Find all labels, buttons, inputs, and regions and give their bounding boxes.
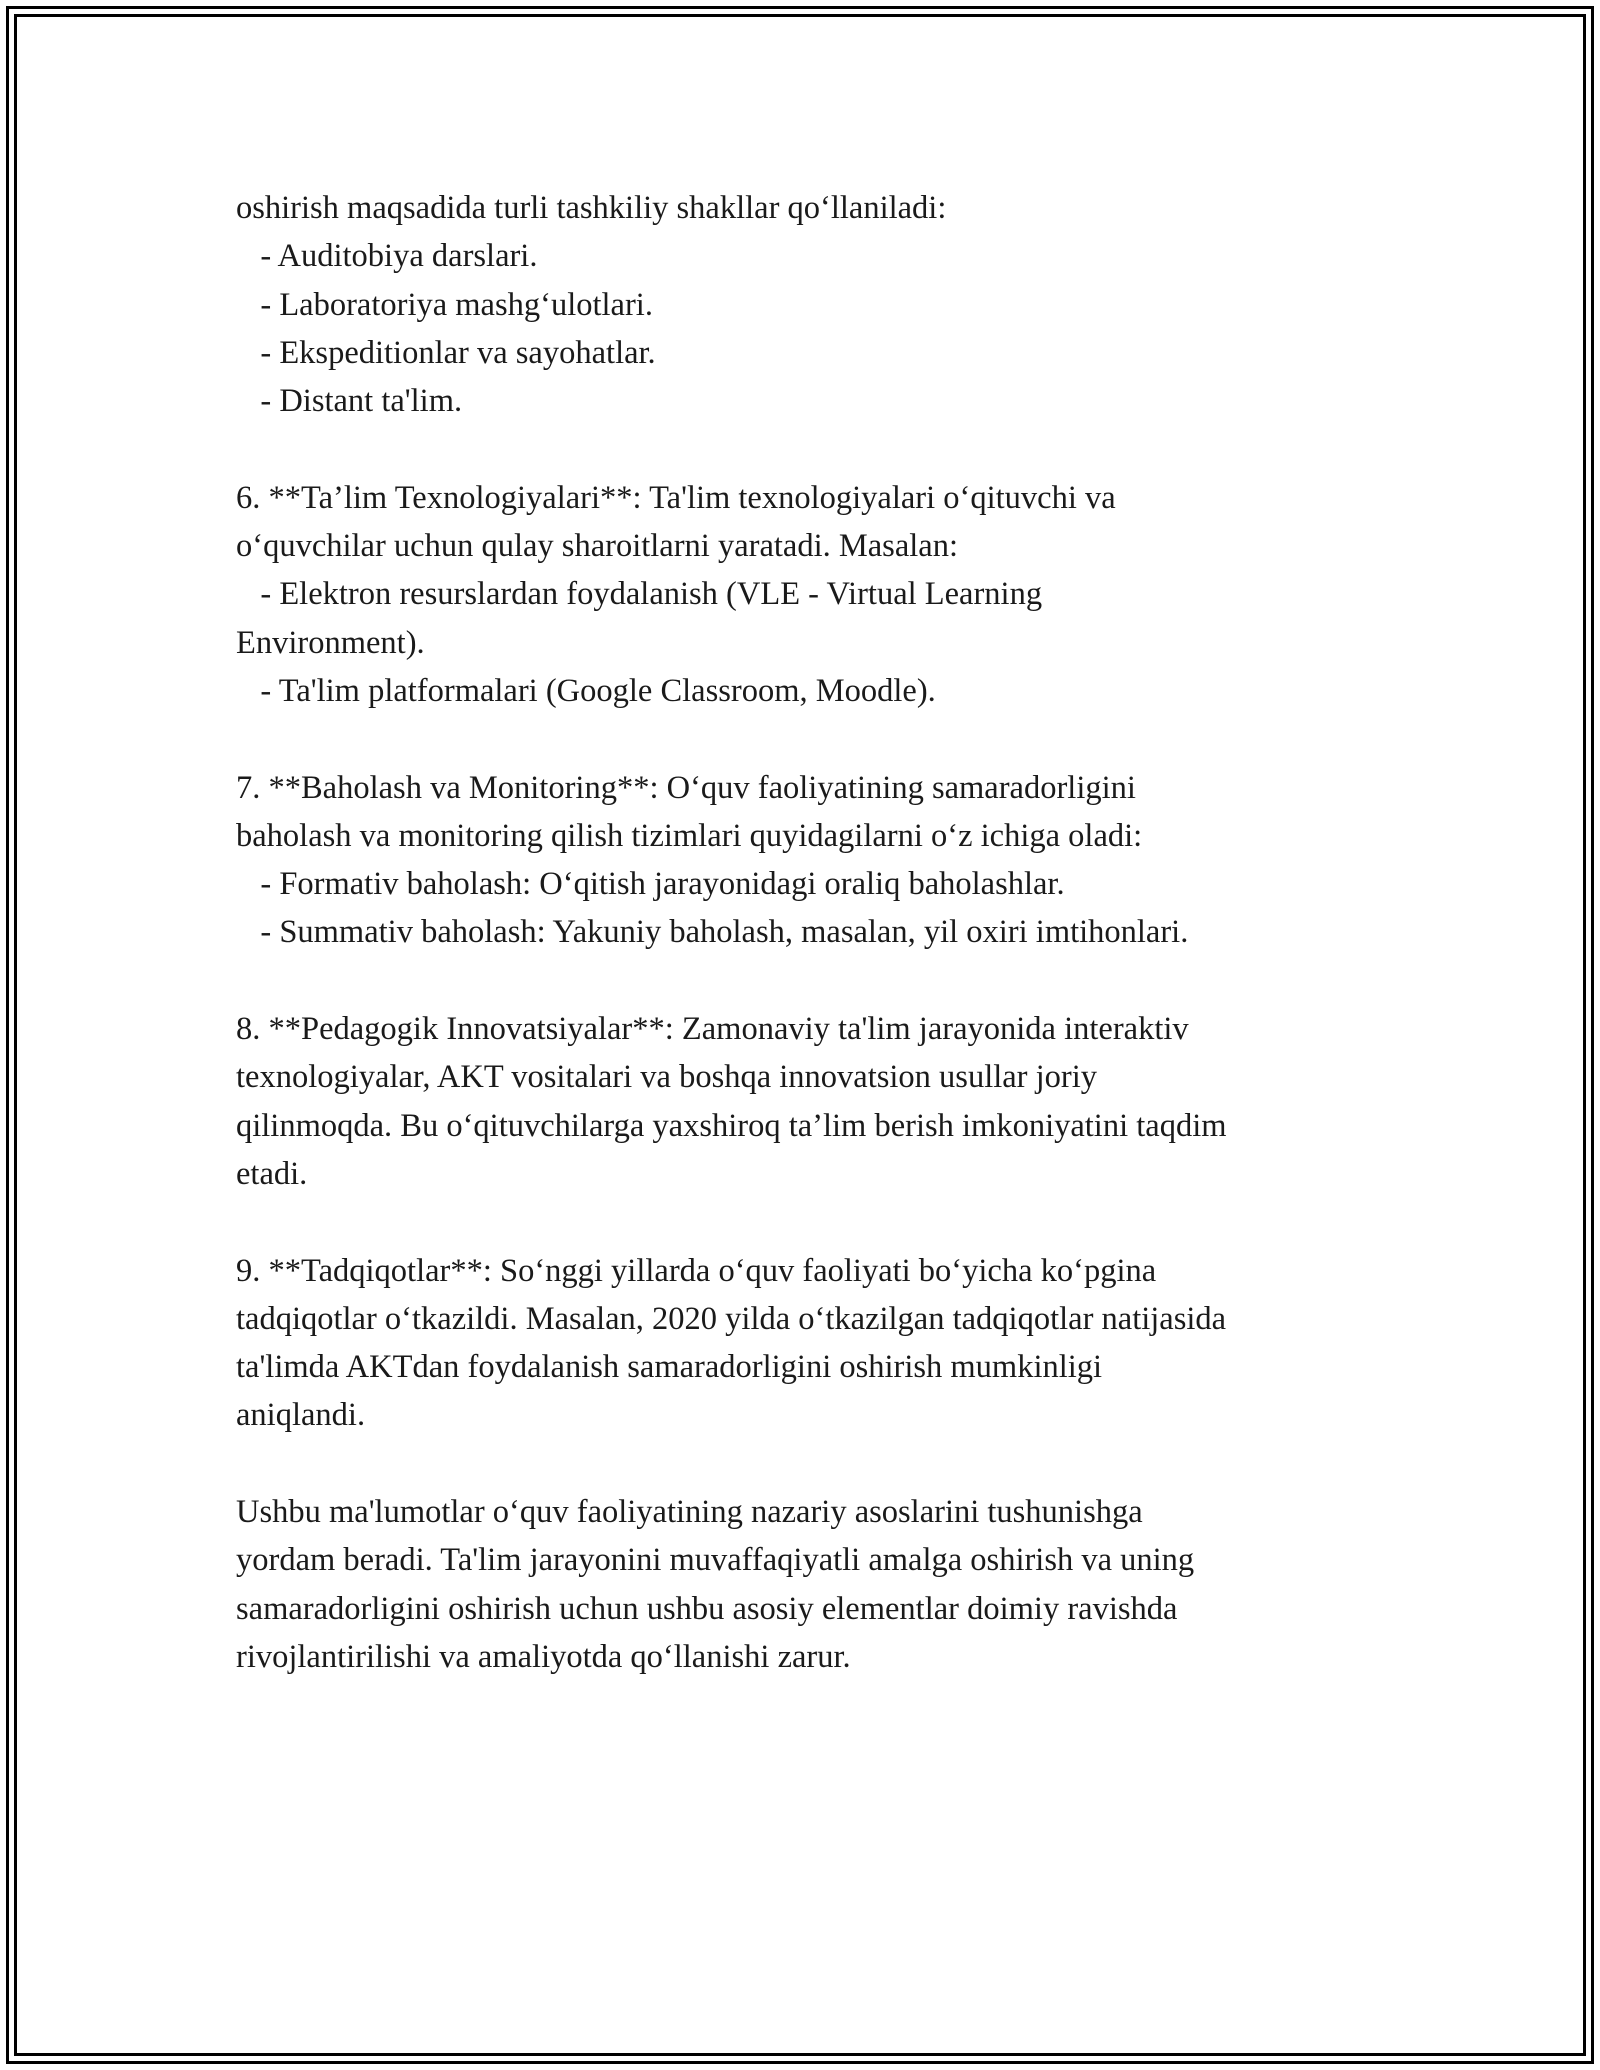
text-line: baholash va monitoring qilish tizimlari quyidagilarni o‘z ichiga oladi: xyxy=(236,817,1143,854)
text-line: ta'limda AKTdan foydalanish samaradorligini oshirish mumkinligi xyxy=(236,1349,1103,1386)
list-item-laboratoriya: - Laboratoriya mashg‘ulotlari. xyxy=(236,286,653,323)
section-8-heading-line: 8. **Pedagogik Innovatsiyalar**: Zamonaviy ta'lim jarayonida interaktiv xyxy=(236,1011,1189,1048)
list-item-ekspeditionlar: - Ekspeditionlar va sayohatlar. xyxy=(236,334,656,371)
section-6-heading-line: 6. **Ta’lim Texnologiyalari**: Ta'lim texnologiyalari o‘qituvchi va xyxy=(236,479,1116,516)
list-item-summativ: - Summativ baholash: Yakuniy baholash, masalan, yil oxiri imtihonlari. xyxy=(236,914,1189,951)
paragraph-gap xyxy=(236,715,1386,763)
list-item-distant: - Distant ta'lim. xyxy=(236,383,463,420)
paragraph-gap xyxy=(236,1440,1386,1488)
text-line: Environment). xyxy=(236,624,425,661)
list-item-formativ: - Formativ baholash: O‘qitish jarayonidagi oraliq baholashlar. xyxy=(236,866,1065,903)
text-line: texnologiyalar, AKT vositalari va boshqa innovatsion usullar joriy xyxy=(236,1059,1098,1096)
text-line: o‘quvchilar uchun qulay sharoitlarni yaratadi. Masalan: xyxy=(236,528,958,565)
conclusion-line: Ushbu ma'lumotlar o‘quv faoliyatining nazariy asoslarini tushunishga xyxy=(236,1494,1143,1531)
text-line: oshirish maqsadida turli tashkiliy shakllar qo‘llaniladi: xyxy=(236,190,947,226)
conclusion-line: samaradorligini oshirish uchun ushbu asosiy elementlar doimiy ravishda xyxy=(236,1590,1178,1627)
conclusion-line: yordam beradi. Ta'lim jarayonini muvaffaqiyatli amalga oshirish va uning xyxy=(236,1542,1195,1579)
text-line: qilinmoqda. Bu o‘qituvchilarga yaxshiroq ta’lim berish imkoniyatini taqdim xyxy=(236,1107,1227,1144)
section-7-heading-line: 7. **Baholash va Monitoring**: O‘quv faoliyatining samaradorligini xyxy=(236,769,1136,806)
text-line: etadi. xyxy=(236,1155,308,1192)
text-line: aniqlandi. xyxy=(236,1397,366,1434)
list-item-talim-platformalari: - Ta'lim platformalari (Google Classroom, Moodle). xyxy=(236,672,936,709)
section-9-heading-line: 9. **Tadqiqotlar**: So‘nggi yillarda o‘quv faoliyati bo‘yicha ko‘pgina xyxy=(236,1252,1157,1289)
conclusion-line: rivojlantirilishi va amaliyotda qo‘llanishi zarur. xyxy=(236,1638,851,1675)
list-item-elektron-resurslar: - Elektron resurslardan foydalanish (VLE - Virtual Learning xyxy=(236,576,1043,613)
document-body xyxy=(236,184,1386,1681)
paragraph-gap xyxy=(236,425,1386,473)
paragraph-gap xyxy=(236,957,1386,1005)
paragraph-gap xyxy=(236,1198,1386,1246)
list-item-auditobiya: - Auditobiya darslari. xyxy=(236,238,538,275)
text-line: tadqiqotlar o‘tkazildi. Masalan, 2020 yilda o‘tkazilgan tadqiqotlar natijasida xyxy=(236,1300,1227,1337)
